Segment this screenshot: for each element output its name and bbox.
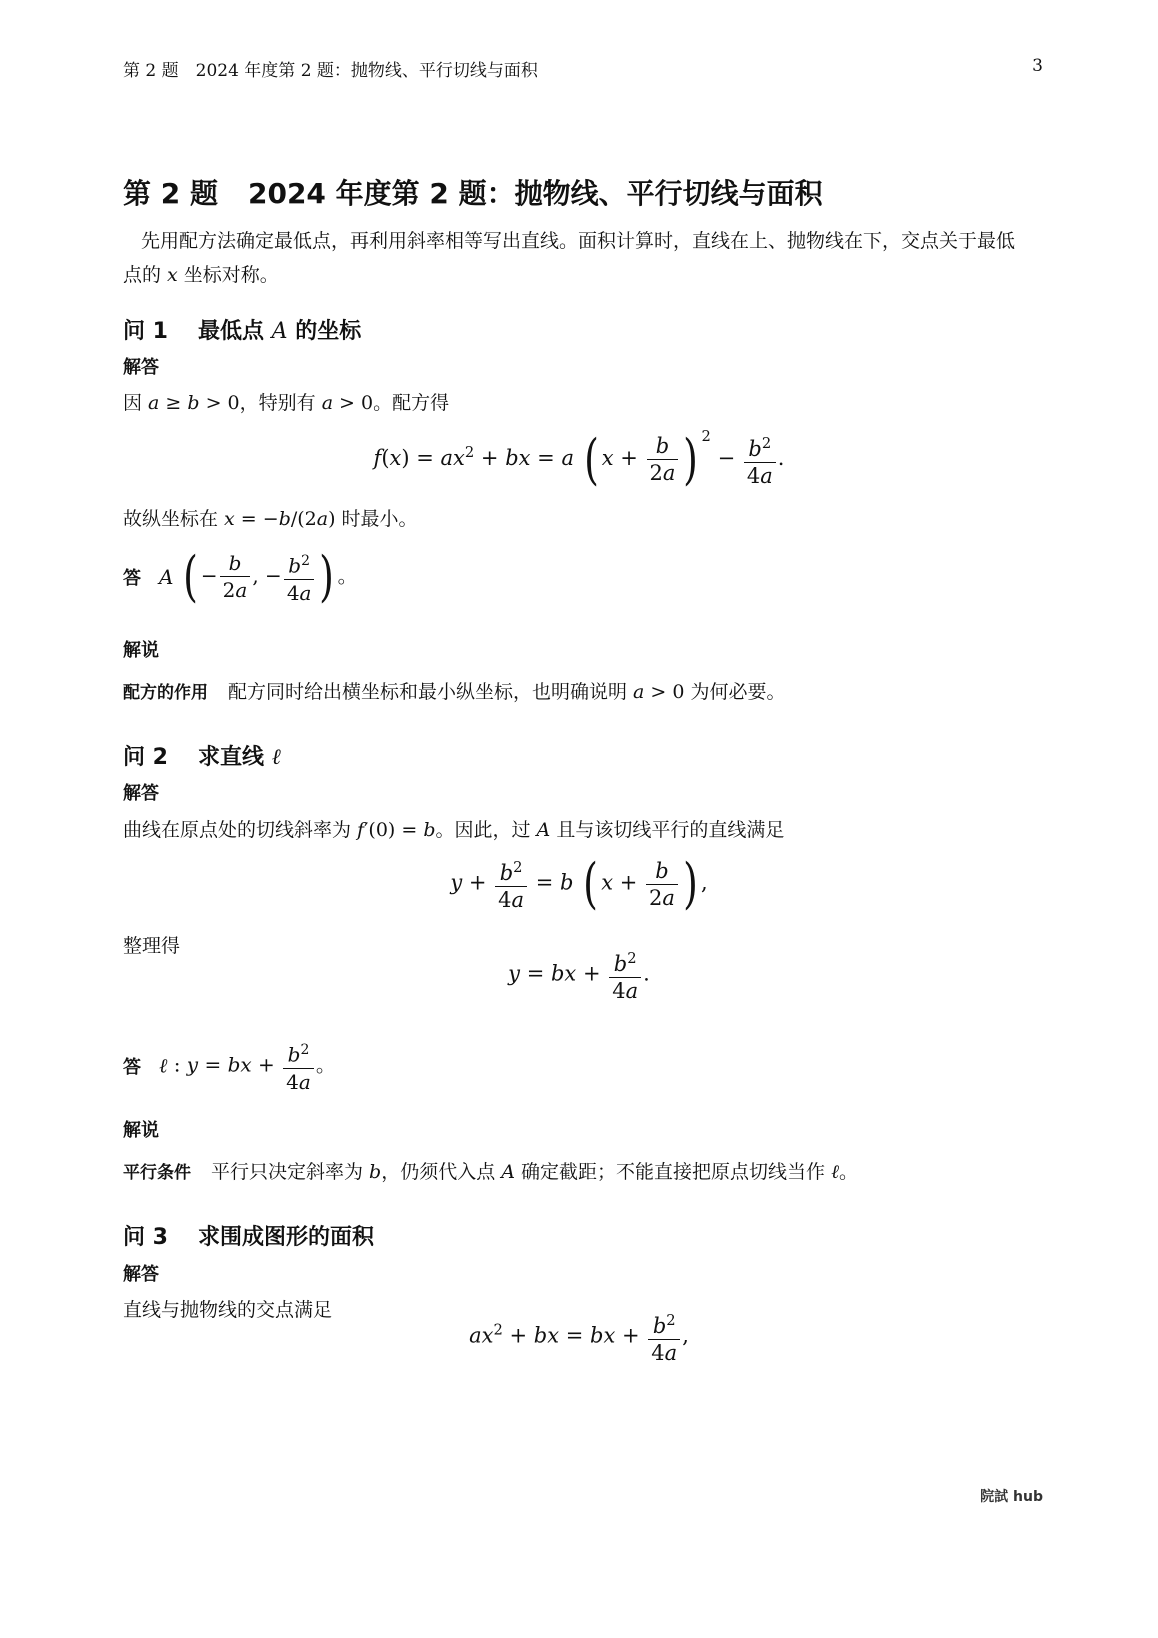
q2-note: 平行条件 平行只决定斜率为 b，仍须代入点 A 确定截距；不能直接把原点切线当作 ℓ。 (123, 1161, 859, 1183)
page-number: 3 (1032, 56, 1043, 76)
q1-note: 配方的作用 配方同时给出横坐标和最小纵坐标，也明确说明 a > 0 为何必要。 (123, 681, 786, 703)
q1-heading: 问 1 最低点 A 的坐标 (123, 319, 362, 344)
intro-paragraph: 先用配方法确定最低点，再利用斜率相等写出直线。面积计算时，直线在上、抛物线在下，交点关于最低 点的 x 坐标对称。 (123, 230, 1016, 286)
q2-line2: 整理得 (123, 935, 181, 957)
q2-equation-1: y + $\frac{b^2}{4a}$ = b ( x + $\frac{b}{2a}$ ) , (450, 852, 708, 915)
q2-heading: 问 2 求直线 ℓ (123, 745, 281, 770)
q3-line1: 直线与抛物线的交点满足 (123, 1299, 333, 1321)
q3-answer-heading: 解答 (123, 1264, 159, 1285)
q2-equation-2: y = bx + $\frac{b^2}{4a}$ . (0, 946, 1158, 1004)
q1-answer: 答 A ( − $\frac{b}{2a}$ , − $\frac{b^2}{4a}$ ) 。 (123, 544, 358, 608)
page-title: 第 2 题 2024 年度第 2 题：抛物线、平行切线与面积 (123, 177, 823, 210)
q1-line1: 因 a ≥ b > 0，特别有 a > 0。配方得 (123, 392, 450, 414)
q2-answer-heading: 解答 (123, 783, 159, 804)
q2-answer: 答 ℓ : y = bx + $\frac{b^2}{4a}$ 。 (123, 1037, 336, 1095)
q1-equation: $f(x) = ax^2$ + bx = a ( x + $\frac{b}{2a}$ ) $^2$ − $\frac{b^2}{4a}$ . (373, 427, 785, 491)
q3-heading: 问 3 求围成图形的面积 (123, 1225, 374, 1250)
q2-line1: 曲线在原点处的切线斜率为 f′(0) = b。因此，过 A 且与该切线平行的直线满足 (123, 819, 785, 841)
running-header (123, 56, 1043, 81)
header-title: 第 2 题 2024 年度第 2 题：抛物线、平行切线与面积 (123, 61, 538, 81)
footer-brand: 院試 hub (980, 1489, 1043, 1505)
q2-explain-heading: 解说 (123, 1120, 159, 1141)
q1-answer-heading: 解答 (123, 357, 159, 378)
q1-line2: 故纵坐标在 x = −b/(2a) 时最小。 (123, 508, 418, 530)
q3-equation: $ax^2$ + bx = bx + $\frac{b^2}{4a}$ , (0, 1308, 1158, 1366)
q1-explain-heading: 解说 (123, 640, 159, 661)
